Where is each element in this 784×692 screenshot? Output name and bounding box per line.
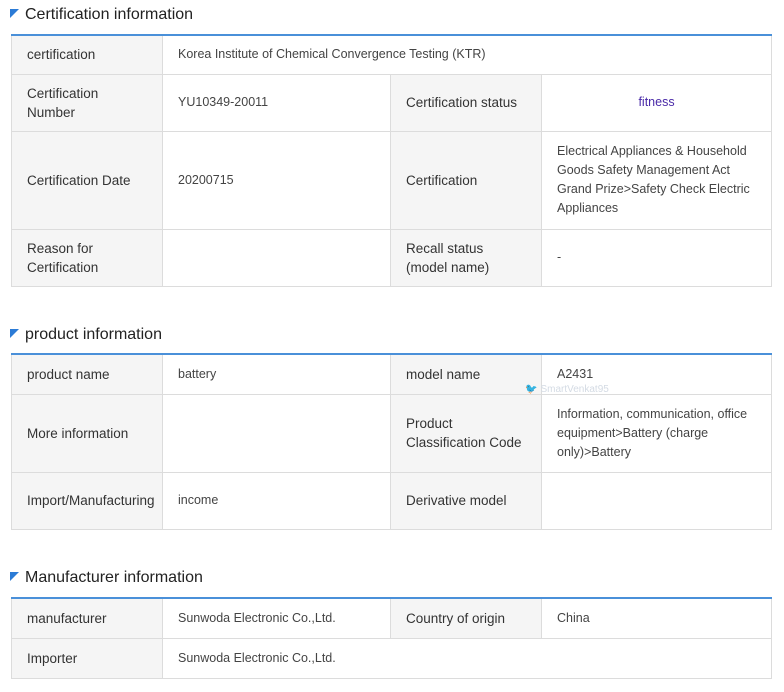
product-name-value: battery xyxy=(163,354,391,394)
country-of-origin-value: China xyxy=(542,598,772,638)
certification-number-value: YU10349-20011 xyxy=(163,74,391,131)
reason-for-certification-value xyxy=(163,229,391,286)
section-marker-icon xyxy=(10,572,19,581)
manufacturer-section-title: Manufacturer information xyxy=(10,569,203,587)
model-name-label: model name xyxy=(391,354,542,394)
table-row xyxy=(12,394,772,472)
certification-type-value: Electrical Appliances & Household Goods Safety Management Act Grand Prize>Safety Check Electric Appliances xyxy=(542,131,772,229)
importer-label: Importer xyxy=(12,638,163,678)
more-information-value xyxy=(163,394,391,472)
recall-status-value: - xyxy=(542,229,772,286)
twitter-bird-icon: 🐦 xyxy=(525,384,538,395)
manufacturer-table xyxy=(11,597,772,679)
product-classification-code-label: Product Classification Code xyxy=(391,394,542,472)
certification-type-label: Certification xyxy=(391,131,542,229)
derivative-model-value xyxy=(542,472,772,529)
watermark: 🐦 SmartVenkat95 xyxy=(525,384,609,395)
table-row xyxy=(12,131,772,229)
certification-date-value: 20200715 xyxy=(163,131,391,229)
product-table xyxy=(11,353,772,530)
certification-status-value: fitness xyxy=(542,74,772,131)
reason-for-certification-label: Reason for Certification xyxy=(12,229,163,286)
importer-value: Sunwoda Electronic Co.,Ltd. xyxy=(163,638,772,678)
import-manufacturing-label: Import/Manufacturing xyxy=(12,472,163,529)
import-manufacturing-value: income xyxy=(163,472,391,529)
certification-value: Korea Institute of Chemical Convergence Testing (KTR) xyxy=(163,35,772,74)
table-row xyxy=(12,354,772,394)
certification-label: certification xyxy=(12,35,163,74)
section-marker-icon xyxy=(10,9,19,18)
certification-table xyxy=(11,34,772,287)
certification-status-label: Certification status xyxy=(391,74,542,131)
country-of-origin-label: Country of origin xyxy=(391,598,542,638)
manufacturer-value: Sunwoda Electronic Co.,Ltd. xyxy=(163,598,391,638)
recall-status-label: Recall status (model name) xyxy=(391,229,542,286)
more-information-label: More information xyxy=(12,394,163,472)
table-row xyxy=(12,472,772,529)
product-name-label: product name xyxy=(12,354,163,394)
product-section-title: product information xyxy=(10,326,162,344)
table-row xyxy=(12,638,772,678)
table-row xyxy=(12,35,772,74)
certification-date-label: Certification Date xyxy=(12,131,163,229)
derivative-model-label: Derivative model xyxy=(391,472,542,529)
certification-section-title: Certification information xyxy=(10,6,193,24)
manufacturer-label: manufacturer xyxy=(12,598,163,638)
section-marker-icon xyxy=(10,329,19,338)
model-name-value: A2431 xyxy=(542,354,772,394)
table-row xyxy=(12,598,772,638)
table-row xyxy=(12,74,772,131)
certification-number-label: Certification Number xyxy=(12,74,163,131)
table-row xyxy=(12,229,772,286)
product-classification-code-value: Information, communication, office equipment>Battery (charge only)>Battery xyxy=(542,394,772,472)
